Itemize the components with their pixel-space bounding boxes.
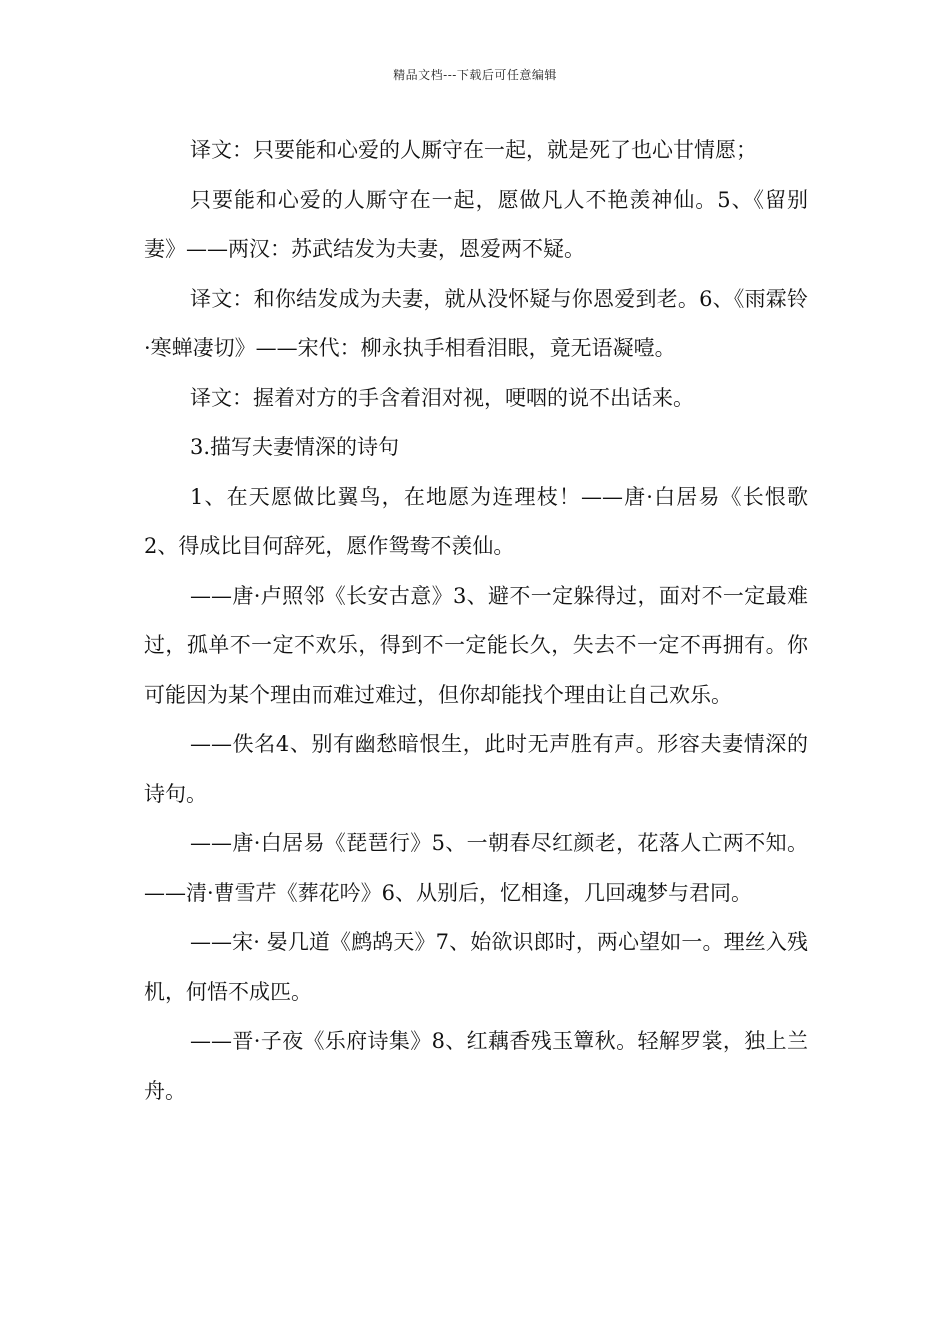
paragraph: ——唐·白居易《琵琶行》5、一朝春尽红颜老，花落人亡两不知。——清·曹雪芹《葬花吟》6、从别后，忆相逢，几回魂梦与君同。 — [144, 831, 808, 905]
paragraph: ——唐·卢照邻《长安古意》3、避不一定躲得过，面对不一定最难过，孤单不一定不欢乐，得到不一定能长久，失去不一定不再拥有。你可能因为某个理由而难过难过，但你却能找个理由让自己欢乐。 — [144, 583, 808, 707]
paragraph: 只要能和心爱的人厮守在一起，愿做凡人不艳羡神仙。5、《留别妻》——两汉：苏武结发为夫妻，恩爱两不疑。 — [144, 187, 808, 261]
paragraph: ——晋·子夜《乐府诗集》8、红藕香残玉簟秋。轻解罗裳，独上兰舟。 — [144, 1029, 808, 1103]
paragraph: ——佚名4、别有幽愁暗恨生，此时无声胜有声。形容夫妻情深的诗句。 — [144, 732, 808, 806]
page-header: 精品文档---下载后可任意编辑 — [393, 68, 557, 82]
section-heading: 3.描写夫妻情深的诗句 — [190, 435, 400, 459]
document-body — [144, 126, 808, 1116]
paragraph: 1、在天愿做比翼鸟，在地愿为连理枝！——唐·白居易《长恨歌2、得成比目何辞死，愿作鸳鸯不羡仙。 — [144, 484, 808, 558]
paragraph: 译文：只要能和心爱的人厮守在一起，就是死了也心甘情愿； — [190, 138, 757, 162]
paragraph: 译文：和你结发成为夫妻，就从没怀疑与你恩爱到老。6、《雨霖铃·寒蝉凄切》——宋代：柳永执手相看泪眼，竟无语凝噎。 — [144, 286, 808, 360]
paragraph: ——宋· 晏几道《鹧鸪天》7、始欲识郎时，两心望如一。理丝入残机，何悟不成匹。 — [144, 930, 808, 1004]
paragraph: 译文：握着对方的手含着泪对视，哽咽的说不出话来。 — [190, 385, 694, 410]
